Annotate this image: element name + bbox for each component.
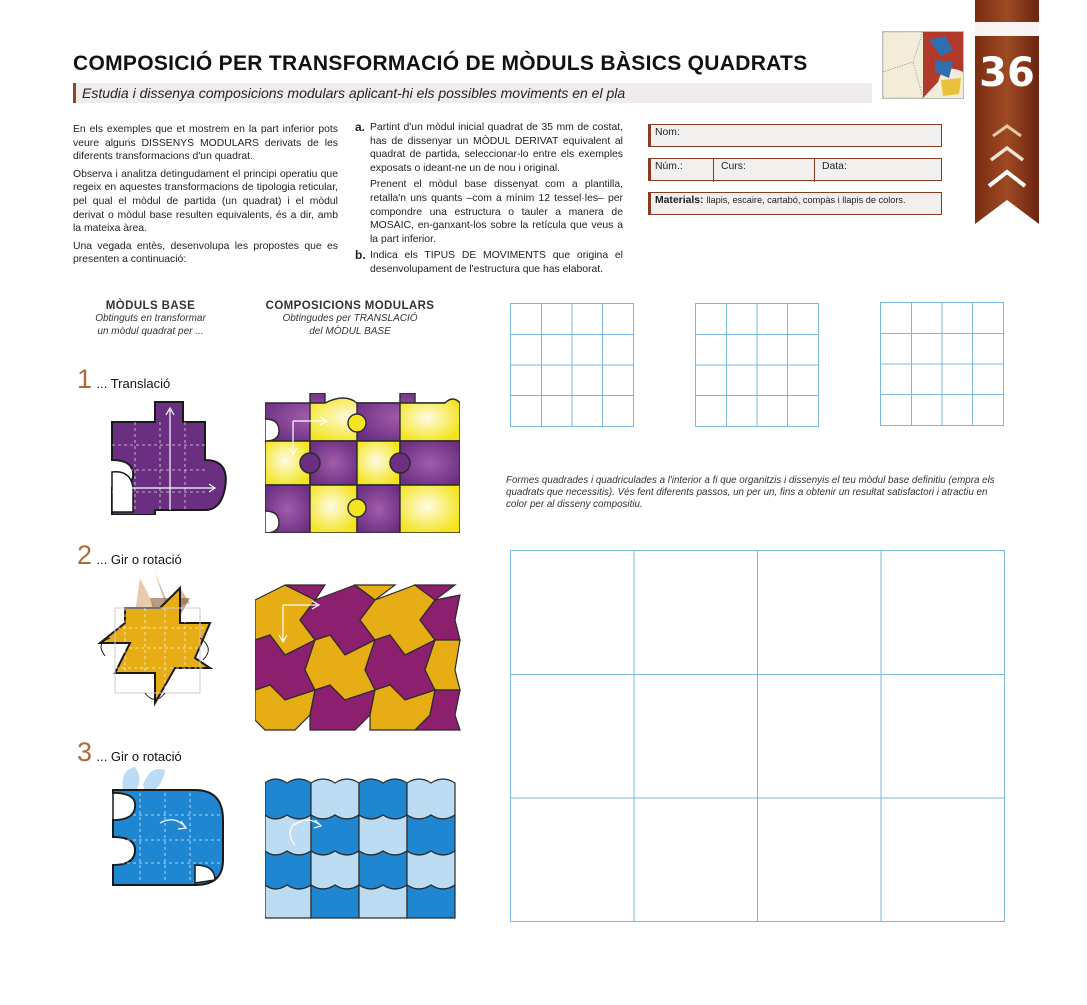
name-field[interactable] bbox=[648, 124, 942, 147]
step-2-heading bbox=[77, 540, 182, 571]
base-modules-heading bbox=[68, 300, 233, 338]
page-number-ribbon bbox=[975, 0, 1039, 224]
step-3-heading bbox=[77, 737, 182, 768]
page-title: COMPOSICIÓ PER TRANSFORMACIÓ DE MÒDULS BÀSICS QUADRATS bbox=[73, 52, 808, 75]
intro-paragraph: Observa i analitza detingudament el principi operatiu que regeix en aquestes transformacions de tipologia reticular, pel qual el mòdul de partida (un quadrat) i el mòdul derivat o mòdul base resulten equivalents, és a dir, amb la mateixa àrea. bbox=[73, 168, 338, 235]
compositions-caption: del MÒDUL BASE bbox=[309, 326, 391, 337]
step-label: ... Gir o rotació bbox=[96, 552, 182, 567]
grid-lines bbox=[696, 304, 818, 426]
compositions-title: COMPOSICIONS MODULARS bbox=[265, 300, 435, 312]
step-1-heading bbox=[77, 364, 170, 395]
task-paragraph: Partint d'un mòdul inicial quadrat de 35 mm de costat, has de dissenyar un MÒDUL DERIVAT equivalent al quadrat de partida, seleccionar-lo entre els exemples exposats o ideant-ne un de nou i original. bbox=[370, 122, 623, 174]
compositions-caption: Obtingudes per TRANSLACIÓ bbox=[282, 313, 418, 324]
escher-thumbnail-image bbox=[882, 31, 964, 99]
materials-label: Materials: bbox=[655, 195, 704, 206]
compositions-heading bbox=[255, 300, 445, 338]
intro-paragraph: Una vegada entès, desenvolupa les propostes que es presenten a continuació: bbox=[73, 240, 338, 266]
grid-lines bbox=[511, 551, 1004, 921]
grid-lines bbox=[881, 303, 1003, 425]
step-3-composition bbox=[265, 775, 460, 920]
field-divider bbox=[814, 159, 815, 182]
task-paragraph: Indica els TIPUS DE MOVIMENTS que origina el desenvolupament de l'estructura que has elaborat. bbox=[370, 250, 623, 275]
page-number: 36 bbox=[979, 50, 1035, 96]
step-number: 1 bbox=[77, 364, 93, 394]
intro-text bbox=[73, 123, 338, 271]
base-modules-caption: un mòdul quadrat per ... bbox=[97, 326, 204, 337]
intro-paragraph: En els exemples que et mostrem en la part inferior pots veure alguns DISSENYS MODULARS derivats de les diferents transformacions d'un quadrat. bbox=[73, 124, 338, 163]
date-label: Data: bbox=[822, 161, 847, 172]
page-subtitle: Estudia i dissenya composicions modulars aplicant-hi els possibles moviments en el pla bbox=[82, 85, 626, 101]
step-1-base-module bbox=[105, 400, 230, 515]
base-modules-title: MÒDULS BASE bbox=[105, 300, 196, 312]
task-label: a. bbox=[355, 120, 366, 134]
step-label: ... Translació bbox=[96, 376, 171, 391]
step-3-base-module bbox=[105, 765, 230, 890]
materials-value: llapis, escaire, cartabó, compàs i llapis de colors. bbox=[706, 195, 906, 205]
step-label: ... Gir o rotació bbox=[96, 749, 182, 764]
step-1-composition bbox=[265, 393, 460, 533]
grid-instructions: Formes quadrades i quadriculades a l'interior a fi que organitzis i dissenyis el teu mòdul base definitiu (empra els quadrats que necessitis). Vés fent diferents passos, un per un, fins a obtenir un resultat satisfactori i atractiu en color per al disseny compositiu. bbox=[506, 475, 995, 510]
practice-grid-3[interactable] bbox=[880, 302, 1004, 426]
number-label: Núm.: bbox=[655, 161, 683, 172]
step-number: 2 bbox=[77, 540, 93, 570]
task-paragraph: Prenent el mòdul base dissenyat com a plantilla, retalla'n uns quants –com a mínim 12 tessel·les– per compondre una estructura o tauler a manera de MOSAIC, en-ganxant-los sobre la retícula que veus a la part inferior. bbox=[370, 179, 623, 245]
number-course-date-field[interactable] bbox=[648, 158, 942, 181]
step-2-base-module bbox=[85, 568, 230, 713]
mosaic-grid[interactable] bbox=[510, 550, 1005, 922]
name-label: Nom: bbox=[655, 127, 680, 138]
practice-grid-2[interactable] bbox=[695, 303, 819, 427]
tasks-text bbox=[355, 121, 623, 280]
materials-field bbox=[648, 192, 942, 215]
course-label: Curs: bbox=[721, 161, 746, 172]
task-b bbox=[355, 249, 623, 276]
practice-grid-1[interactable] bbox=[510, 303, 634, 427]
step-number: 3 bbox=[77, 737, 93, 767]
task-label: b. bbox=[355, 248, 366, 263]
grid-lines bbox=[511, 304, 633, 426]
field-divider bbox=[713, 159, 714, 182]
task-a bbox=[355, 121, 623, 246]
step-2-composition bbox=[255, 580, 465, 735]
base-modules-caption: Obtinguts en transformar bbox=[95, 313, 206, 324]
